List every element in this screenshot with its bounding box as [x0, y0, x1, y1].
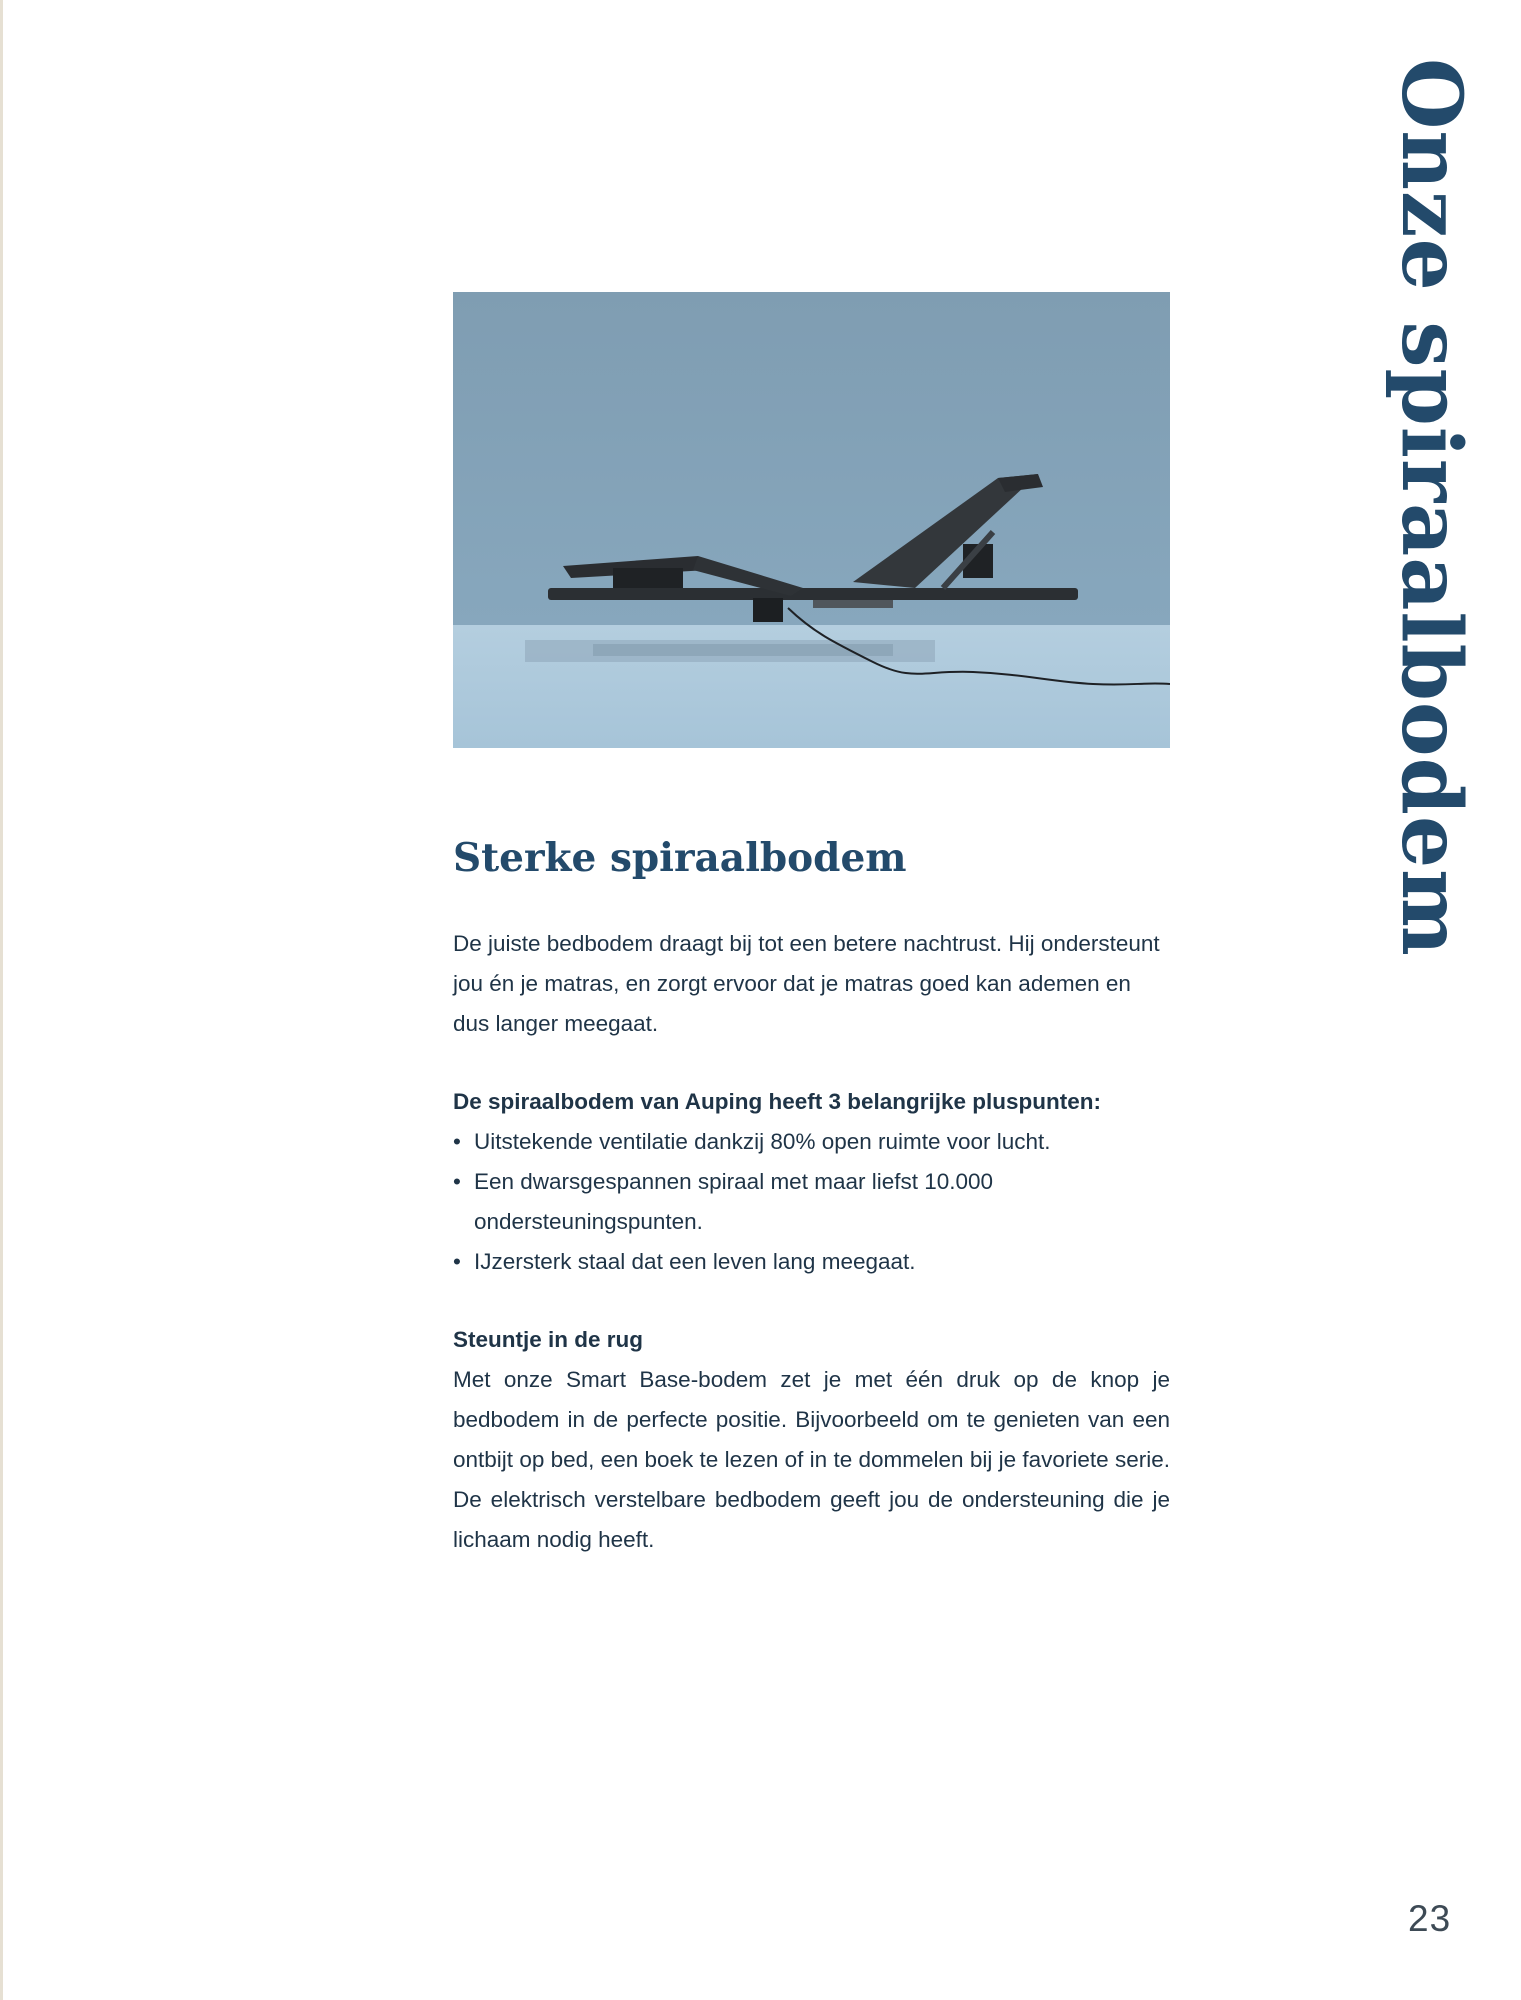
- intro-paragraph: De juiste bedbodem draagt bij tot een betere nachtrust. Hij ondersteunt jou én je matras, en zorgt ervoor dat je matras goed kan ademen en dus langer meegaat.: [453, 930, 1160, 1036]
- support-paragraph: Met onze Smart Base-bodem zet je met één druk op de knop je bedbodem in de perfecte positie. Bijvoorbeeld om te genieten van een ontbijt op bed, een boek te lezen of in te dommelen bij je favoriete serie. De elektrisch verstelbare bedbodem geeft jou de ondersteuning die je lichaam nodig heeft.: [453, 1366, 1170, 1552]
- benefits-list: [453, 1122, 1170, 1282]
- list-item: • IJzersterk staal dat een leven lang meegaat.: [453, 1242, 1170, 1282]
- page-number: 23: [1408, 1898, 1452, 1939]
- list-item: • Een dwarsgespannen spiraal met maar liefst 10.000 ondersteuningspunten.: [453, 1162, 1170, 1242]
- bullet-icon: •: [453, 1248, 461, 1274]
- side-title: Onze spiraalbodem: [1383, 58, 1479, 957]
- section-title: Sterke spiraalbodem: [453, 835, 907, 881]
- page-edge-divider: [0, 0, 3, 2000]
- support-heading: Steuntje in de rug: [453, 1326, 644, 1352]
- bullet-icon: •: [453, 1168, 461, 1194]
- list-item: • Uitstekende ventilatie dankzij 80% open ruimte voor lucht.: [453, 1122, 1170, 1162]
- adjustable-bed-base-photo: [453, 292, 1170, 748]
- main-content: [453, 835, 1170, 1560]
- bullet-icon: •: [453, 1128, 461, 1154]
- benefits-heading: De spiraalbodem van Auping heeft 3 belangrijke pluspunten:: [453, 1088, 1102, 1114]
